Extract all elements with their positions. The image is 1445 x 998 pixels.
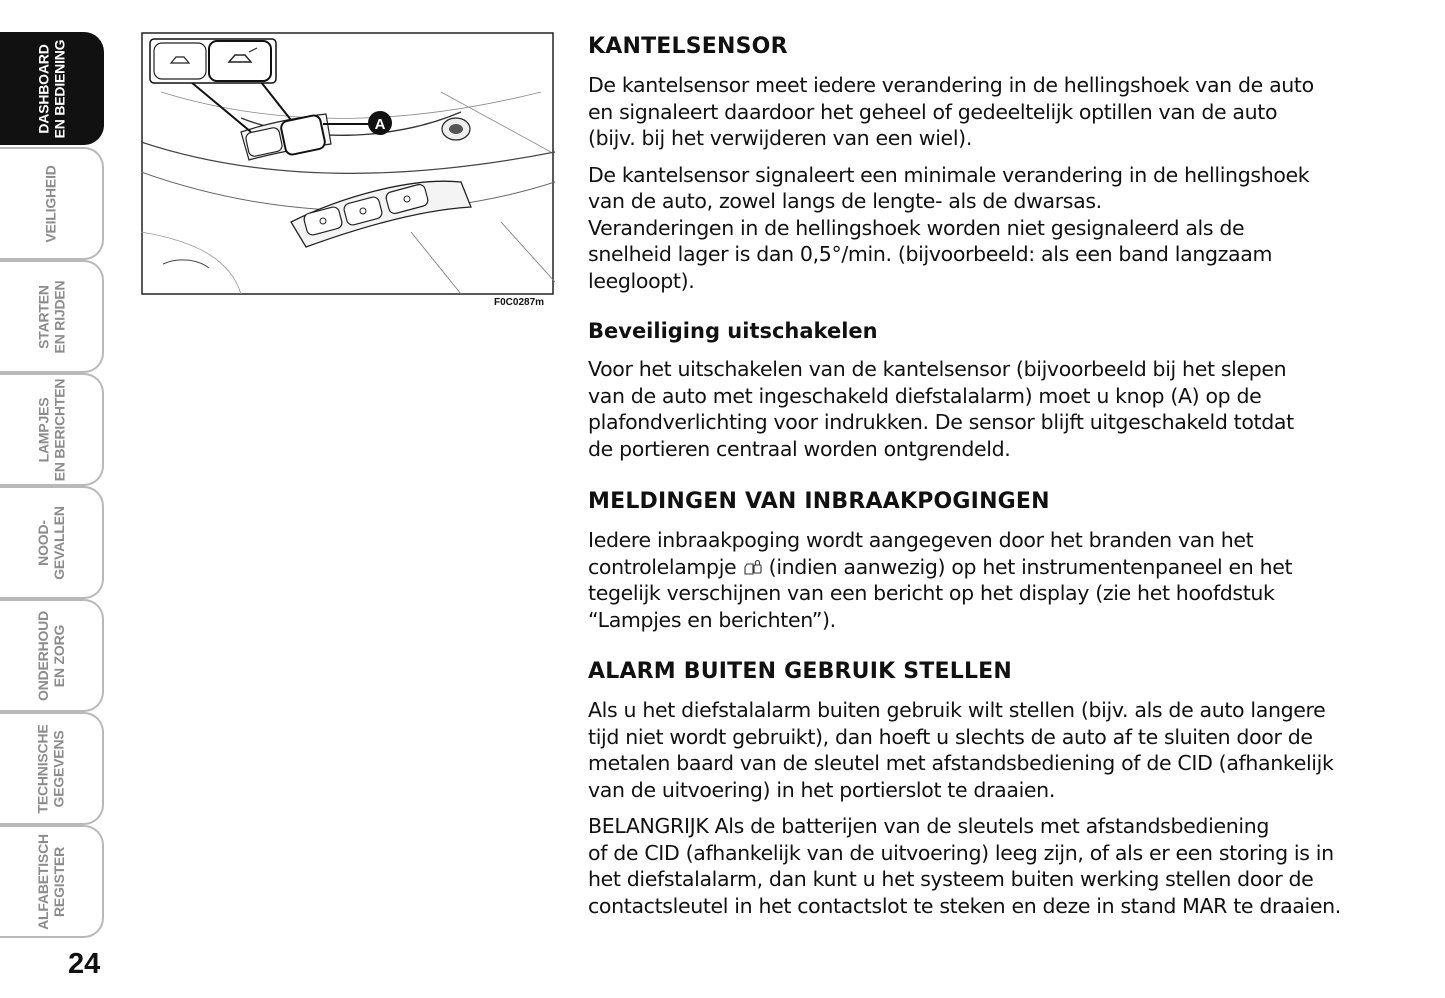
tab-label: TECHNISCHE GEGEVENS xyxy=(34,723,67,814)
section-beveiliging-uitschakelen xyxy=(588,316,1368,462)
callout-label-a: A xyxy=(374,116,386,133)
section-subtitle: Beveiliging uitschakelen xyxy=(588,319,878,343)
tab-label: DASHBOARD EN BEDIENING xyxy=(34,39,67,138)
page-content xyxy=(588,32,1368,919)
section-kantelsensor xyxy=(588,32,1368,294)
tab-alfabetisch-register[interactable] xyxy=(0,825,104,938)
section-title: ALARM BUITEN GEBRUIK STELLEN xyxy=(588,659,1012,684)
tab-starten-en-rijden[interactable] xyxy=(0,260,104,373)
figure-code: F0C0287m xyxy=(494,297,545,308)
paragraph: Iedere inbraakpoging wordt aangegeven door het branden van het controlelampje (indien aanwezig) op het instrumentenpaneel en het tegelijk verschijnen van een bericht op het display (zie het hoofdstuk “Lampjes en berichten”). xyxy=(588,528,1293,632)
tab-lampjes-en-berichten[interactable] xyxy=(0,373,104,486)
tab-label: ALFABETISCH REGISTER xyxy=(35,833,67,930)
tab-label: ONDERHOUD EN ZORG xyxy=(34,610,67,701)
paragraph: De kantelsensor meet iedere verandering in de hellingshoek van de auto en signaleert daardoor het geheel of gedeeltelijk optillen van de auto (bijv. bij het verwijderen van een wiel). xyxy=(588,73,1314,150)
section-meldingen xyxy=(588,487,1368,633)
tab-label: VEILIGHEID xyxy=(42,164,59,243)
paragraph: Voor het uitschakelen van de kantelsensor (bijvoorbeeld bij het slepen van de auto met ingeschakeld diefstalalarm) moet u knop (A) op de plafondverlichting voor indrukken. De sensor blijft uitgeschakeld totdat de portieren centraal worden ontgrendeld. xyxy=(588,357,1294,461)
tab-technische-gegevens[interactable] xyxy=(0,712,104,825)
alarm-warning-icon xyxy=(743,558,763,576)
tab-noodgevallen[interactable] xyxy=(0,486,104,599)
tab-label: STARTEN EN RIJDEN xyxy=(34,280,67,353)
tab-label: LAMPJES EN BERICHTEN xyxy=(35,378,68,481)
section-title: MELDINGEN VAN INBRAAKPOGINGEN xyxy=(588,489,1050,514)
paragraph: De kantelsensor signaleert een minimale verandering in de hellingshoek van de auto, zowel langs de lengte- als de dwarsas. Veranderingen in de hellingshoek worden niet gesignaleerd als de snelheid lager is dan 0,5°/min. (bijvoorbeeld: als een band langzaam leegloopt). xyxy=(588,162,1310,293)
section-alarm-buiten-gebruik xyxy=(588,657,1368,919)
page-number: 24 xyxy=(68,948,101,980)
tab-onderhoud-en-zorg[interactable] xyxy=(0,599,104,712)
section-title: KANTELSENSOR xyxy=(588,34,788,59)
tab-label: NOOD- GEVALLEN xyxy=(35,505,67,580)
tab-veiligheid[interactable] xyxy=(0,147,104,260)
paragraph: Als u het diefstalalarm buiten gebruik wilt stellen (bijv. als de auto langere tijd niet wordt gebruikt), dan hoeft u slechts de auto af te sluiten door de metalen baard van de sleutel met afstandsbediening of de CID (afhankelijk van de uitvoering) in het portierslot te draaien. xyxy=(588,698,1334,802)
ceiling-light-illustration xyxy=(141,32,555,296)
paragraph: BELANGRIJK Als de batterijen van de sleutels met afstandsbediening of de CID (afhankelijk van de uitvoering) leeg zijn, of als er een storing is in het diefstalalarm, dan kunt u het systeem buiten werking stellen door de contactsleutel in het contactslot te steken en deze in stand MAR te draaien. xyxy=(588,814,1341,918)
tab-dashboard-en-bediening[interactable] xyxy=(0,32,104,145)
